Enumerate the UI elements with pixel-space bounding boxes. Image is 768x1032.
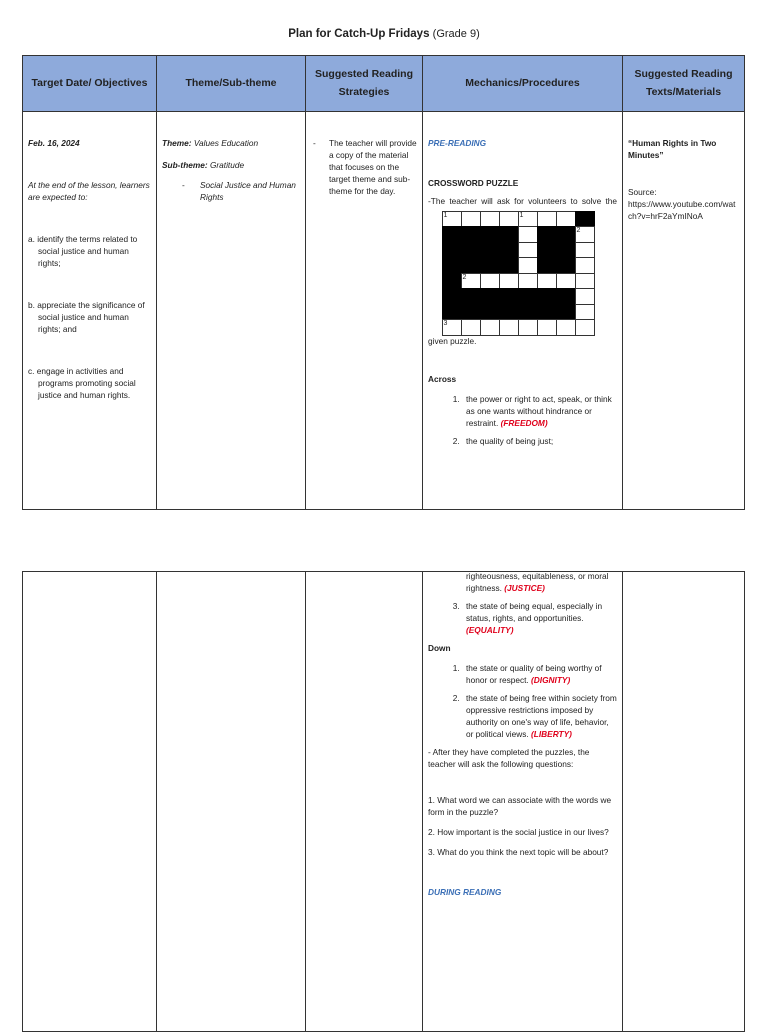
strategy-text: The teacher will provide a copy of the material that focuses on the target theme and sub-theme for the day.: [329, 138, 417, 197]
crossword-block: [518, 304, 538, 321]
theme-label: Theme:: [162, 138, 192, 148]
crossword-block: [461, 257, 481, 274]
clue-answer: (FREEDOM): [500, 418, 548, 429]
header-theme: Theme/Sub-theme: [157, 56, 306, 112]
crossword-block: [537, 257, 557, 274]
across-clues-cont: [428, 600, 617, 636]
crossword-cell[interactable]: [461, 273, 481, 290]
down-label: Down: [428, 643, 451, 654]
crossword-cell[interactable]: [537, 273, 557, 290]
puzzle-title: CROSSWORD PUZZLE: [428, 178, 519, 189]
crossword-cell[interactable]: [575, 226, 595, 243]
crossword-block: [537, 288, 557, 305]
crossword-block: [537, 226, 557, 243]
objective-c: c. engage in activities and programs promoting social justice and human rights.: [28, 366, 136, 401]
crossword-block: [442, 257, 462, 274]
clue-text: the state of being equal, especially in status, rights, and opportunities.: [466, 601, 603, 624]
crossword-cell[interactable]: [518, 273, 538, 290]
clue-text: righteousness, equitableness, or moral rightness.: [466, 571, 609, 594]
crossword-block: [480, 288, 500, 305]
cell-objectives-cont: [23, 572, 157, 1032]
crossword-cell[interactable]: [556, 319, 576, 336]
crossword-cell[interactable]: [442, 319, 462, 336]
crossword-block: [461, 288, 481, 305]
crossword-cell[interactable]: [518, 242, 538, 259]
across-label: Across: [428, 374, 457, 385]
clue-answer: (EQUALITY): [466, 625, 514, 636]
crossword-block: [499, 304, 519, 321]
clue-text: the power or right to act, speak, or think as one wants without hindrance or restraint.: [466, 394, 612, 429]
strategy-item: [311, 137, 417, 197]
strategy-mark: -: [313, 138, 316, 148]
question-2: 2. How important is the social justice in our lives?: [428, 827, 609, 838]
lesson-date: Feb. 16, 2024: [28, 138, 80, 148]
clue-answer: (JUSTICE): [504, 583, 545, 594]
crossword-block: [518, 288, 538, 305]
clue-answer: (LIBERTY): [531, 729, 572, 740]
crossword-block: [556, 242, 576, 259]
header-reading-texts: Suggested Reading Texts/Materials: [623, 56, 745, 112]
page-title: [0, 28, 768, 40]
crossword-cell[interactable]: [575, 304, 595, 321]
down-clue-1: [462, 662, 617, 686]
crossword-number: 2: [462, 273, 467, 281]
crossword-block: [575, 211, 595, 228]
crossword-cell[interactable]: [499, 319, 519, 336]
crossword-cell[interactable]: [575, 319, 595, 336]
crossword-number: 1: [519, 211, 524, 219]
subtheme-bullet: [182, 179, 300, 203]
crossword-cell[interactable]: [518, 211, 538, 228]
question-3: 3. What do you think the next topic will be about?: [428, 847, 609, 858]
crossword-number: 1: [443, 211, 448, 219]
crossword-cell[interactable]: [556, 273, 576, 290]
down-clues: [428, 662, 617, 740]
down-clue-2: [462, 692, 617, 740]
across-clue-2: [462, 435, 617, 447]
crossword-cell[interactable]: [499, 211, 519, 228]
crossword-block: [556, 257, 576, 274]
across-clues: [428, 393, 617, 447]
crossword-cell[interactable]: [442, 211, 462, 228]
crossword-block: [499, 242, 519, 259]
across-clue-2-cont: [428, 570, 617, 594]
crossword-cell[interactable]: [556, 211, 576, 228]
crossword-block: [537, 242, 557, 259]
crossword-block: [556, 288, 576, 305]
cell-mechanics-cont: [423, 572, 623, 1032]
clue-text: the state or quality of being worthy of honor or respect.: [466, 663, 602, 686]
plan-table-page-1: [22, 55, 745, 510]
grade-text: (Grade 9): [432, 28, 480, 40]
objectives-intro: At the end of the lesson, learners are expected to:: [28, 180, 150, 203]
crossword-block: [442, 242, 462, 259]
crossword-block: [442, 288, 462, 305]
objective-b: b. appreciate the significance of social justice and human rights; and: [28, 300, 145, 335]
cell-theme: [157, 112, 306, 510]
crossword-cell[interactable]: [518, 226, 538, 243]
crossword-cell[interactable]: [518, 257, 538, 274]
bullet-text: Social Justice and Human Rights: [200, 180, 296, 203]
bullet-mark: -: [182, 180, 185, 191]
question-1: 1. What word we can associate with the words we form in the puzzle?: [428, 795, 612, 818]
crossword-cell[interactable]: [499, 273, 519, 290]
crossword-number: 2: [576, 227, 581, 235]
puzzle-instruction-end: given puzzle.: [428, 336, 477, 347]
pre-reading-heading: PRE-READING: [428, 138, 487, 148]
crossword-block: [480, 242, 500, 259]
crossword-block: [461, 226, 481, 243]
subtheme-line: [162, 159, 300, 171]
cell-materials-cont: [623, 572, 745, 1032]
subtheme-label: Sub-theme:: [162, 160, 208, 171]
cell-mechanics: [423, 112, 623, 510]
crossword-block: [480, 226, 500, 243]
plan-table-page-2: [22, 571, 745, 1032]
crossword-grid: [442, 211, 617, 335]
crossword-cell[interactable]: [461, 319, 481, 336]
crossword-cell[interactable]: [537, 211, 557, 228]
header-mechanics: Mechanics/Procedures: [423, 56, 623, 112]
crossword-block: [480, 257, 500, 274]
crossword-cell[interactable]: [480, 211, 500, 228]
across-clue-1: [462, 393, 617, 429]
after-puzzle-text: - After they have completed the puzzles, the teacher will ask the following questions:: [428, 747, 590, 770]
crossword-block: [480, 304, 500, 321]
crossword-block: [499, 226, 519, 243]
source-label: Source:: [628, 187, 657, 198]
source-link[interactable]: https://www.youtube.com/watch?v=hrF2aYmINoA: [628, 199, 736, 222]
crossword-block: [556, 226, 576, 243]
cell-materials: [623, 112, 745, 510]
title-text: Plan for Catch-Up Fridays: [288, 28, 430, 40]
across-clue-3: [462, 600, 617, 636]
material-title: “Human Rights in Two Minutes”: [628, 138, 717, 161]
crossword-cell[interactable]: [575, 257, 595, 274]
header-reading-strategies: Suggested Reading Strategies: [306, 56, 423, 112]
crossword-block: [556, 304, 576, 321]
crossword-cell[interactable]: [537, 319, 557, 336]
crossword-block: [537, 304, 557, 321]
theme-line: [162, 137, 300, 149]
crossword-cell[interactable]: [575, 288, 595, 305]
during-reading-heading: DURING READING: [428, 887, 502, 898]
crossword-block: [442, 304, 462, 321]
subtheme-value: Gratitude: [209, 160, 245, 171]
cell-strategies: [306, 112, 423, 510]
header-target-date: Target Date/ Objectives: [23, 56, 157, 112]
clue-answer: (DIGNITY): [531, 675, 571, 686]
cell-theme-cont: [157, 572, 306, 1032]
puzzle-instruction: -The teacher will ask for volunteers to solve the: [428, 196, 617, 207]
crossword-block: [499, 257, 519, 274]
theme-value: Values Education: [193, 138, 259, 148]
crossword-cell[interactable]: [575, 242, 595, 259]
crossword-cell[interactable]: [480, 273, 500, 290]
crossword-cell[interactable]: [480, 319, 500, 336]
crossword-block: [442, 226, 462, 243]
crossword-number: 3: [443, 320, 448, 328]
cell-strategies-cont: [306, 572, 423, 1032]
crossword-cell[interactable]: [575, 273, 595, 290]
crossword-block: [461, 242, 481, 259]
clue-text: the state of being free within society from oppressive restrictions imposed by authority on one's way of life, behavior, or political views.: [466, 693, 617, 740]
crossword-block: [442, 273, 462, 290]
objective-a: a. identify the terms related to social justice and human rights;: [28, 234, 138, 269]
crossword-cell[interactable]: [461, 211, 481, 228]
crossword-block: [499, 288, 519, 305]
crossword-cell[interactable]: [518, 319, 538, 336]
cell-objectives: [23, 112, 157, 510]
crossword-block: [461, 304, 481, 321]
clue-text: the quality of being just;: [466, 436, 554, 447]
